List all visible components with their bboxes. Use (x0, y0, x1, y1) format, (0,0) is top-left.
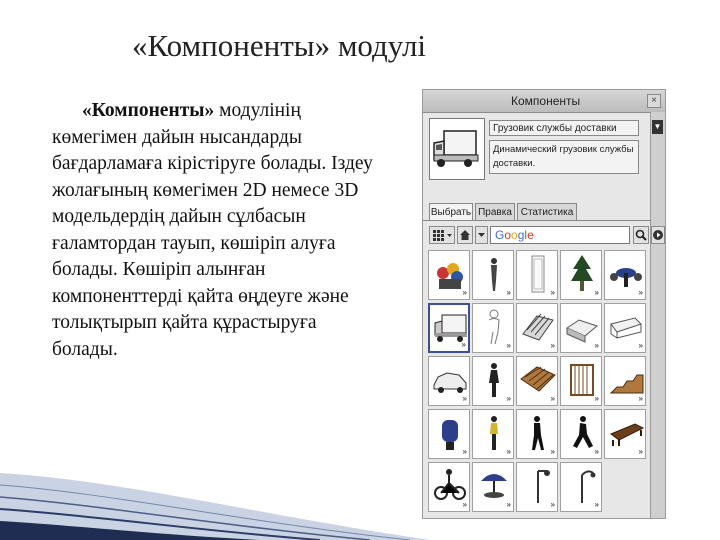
download-arrow-icon: » (506, 288, 511, 297)
component-grid (428, 250, 648, 515)
component-mailbox[interactable] (428, 409, 470, 459)
download-arrow-icon: » (506, 500, 511, 509)
component-running-person[interactable] (560, 409, 602, 459)
download-arrow-icon: » (638, 394, 643, 403)
grid-view-icon (430, 227, 454, 243)
download-arrow-icon: » (638, 341, 643, 350)
search-button[interactable] (633, 226, 649, 244)
component-umbrella-table[interactable] (472, 462, 514, 512)
component-sofa[interactable] (604, 303, 646, 353)
component-lamp[interactable] (516, 462, 558, 512)
panel-toolbar (429, 224, 665, 246)
component-deck[interactable] (516, 356, 558, 406)
component-man[interactable] (472, 409, 514, 459)
component-fence[interactable] (516, 303, 558, 353)
download-arrow-icon: » (462, 500, 467, 509)
paragraph-bold-lead: «Компоненты» (82, 100, 215, 121)
panel-scrollbar[interactable] (650, 112, 665, 519)
component-railing[interactable] (560, 356, 602, 406)
download-arrow-icon: » (550, 500, 555, 509)
download-arrow-icon: » (594, 394, 599, 403)
panel-title: Компоненты (511, 94, 581, 108)
search-input[interactable] (490, 226, 630, 244)
home-icon (458, 227, 472, 243)
details-button[interactable] (651, 226, 665, 244)
download-arrow-icon: » (550, 288, 555, 297)
expand-details-button[interactable]: ▼ (652, 120, 663, 134)
slide-title: «Компоненты» модулі (132, 28, 427, 63)
paragraph-text: модулінің көмегімен дайын нысандарды бағдарламаға кірістіруге болады. Іздеу жолағының көмегімен 2D немесе 3D модельдердің дайын сұлбасын ғаламтордан тауып, көшіріп алуға болады. Көшіріп алынған компоненттерді қайта өңдеуге және толықтырып қайта құрастыруға болады. (52, 100, 373, 360)
download-arrow-icon: » (506, 341, 511, 350)
navigation-dropdown-button[interactable] (475, 226, 488, 244)
download-arrow-icon: » (638, 447, 643, 456)
component-person[interactable] (472, 250, 514, 300)
slide-paragraph (52, 98, 382, 363)
component-sketch-figure[interactable] (472, 303, 514, 353)
download-arrow-icon: » (462, 394, 467, 403)
truck-icon (430, 119, 484, 179)
download-arrow-icon: » (462, 288, 467, 297)
component-name-field[interactable]: Грузовик службы доставки (489, 120, 639, 136)
component-bed[interactable] (560, 303, 602, 353)
component-truck[interactable] (428, 303, 470, 353)
play-arrow-icon (652, 227, 664, 243)
tab-edit[interactable]: Правка (475, 203, 515, 220)
panel-header (423, 90, 665, 113)
download-arrow-icon: » (594, 447, 599, 456)
component-bench[interactable] (604, 409, 646, 459)
download-arrow-icon: » (550, 394, 555, 403)
download-arrow-icon: » (550, 447, 555, 456)
download-arrow-icon: » (462, 447, 467, 456)
home-button[interactable] (457, 226, 473, 244)
component-cyclist[interactable] (428, 462, 470, 512)
component-door[interactable] (516, 250, 558, 300)
download-arrow-icon: » (506, 447, 511, 456)
download-arrow-icon: » (594, 288, 599, 297)
chevron-down-icon (476, 227, 487, 243)
download-arrow-icon: » (638, 288, 643, 297)
component-stairs[interactable] (604, 356, 646, 406)
download-arrow-icon: » (506, 394, 511, 403)
component-people-group[interactable] (428, 250, 470, 300)
download-arrow-icon: » (550, 341, 555, 350)
view-options-button[interactable] (429, 226, 455, 244)
component-preview (429, 118, 485, 180)
component-table-set[interactable] (604, 250, 646, 300)
component-walking-person[interactable] (516, 409, 558, 459)
component-woman[interactable] (472, 356, 514, 406)
download-arrow-icon: » (461, 340, 466, 349)
download-arrow-icon: » (594, 500, 599, 509)
component-street-light[interactable] (560, 462, 602, 512)
search-icon (634, 227, 648, 243)
tab-select[interactable]: Выбрать (429, 203, 473, 221)
tab-statistics[interactable]: Статистика (517, 203, 577, 220)
decorative-curves (0, 445, 430, 540)
google-logo: Google (495, 228, 534, 242)
component-description-field[interactable]: Динамический грузовик службы доставки. (489, 140, 639, 174)
close-button[interactable]: × (647, 94, 661, 108)
components-panel (422, 89, 666, 519)
download-arrow-icon: » (594, 341, 599, 350)
component-tree[interactable] (560, 250, 602, 300)
component-car[interactable] (428, 356, 470, 406)
